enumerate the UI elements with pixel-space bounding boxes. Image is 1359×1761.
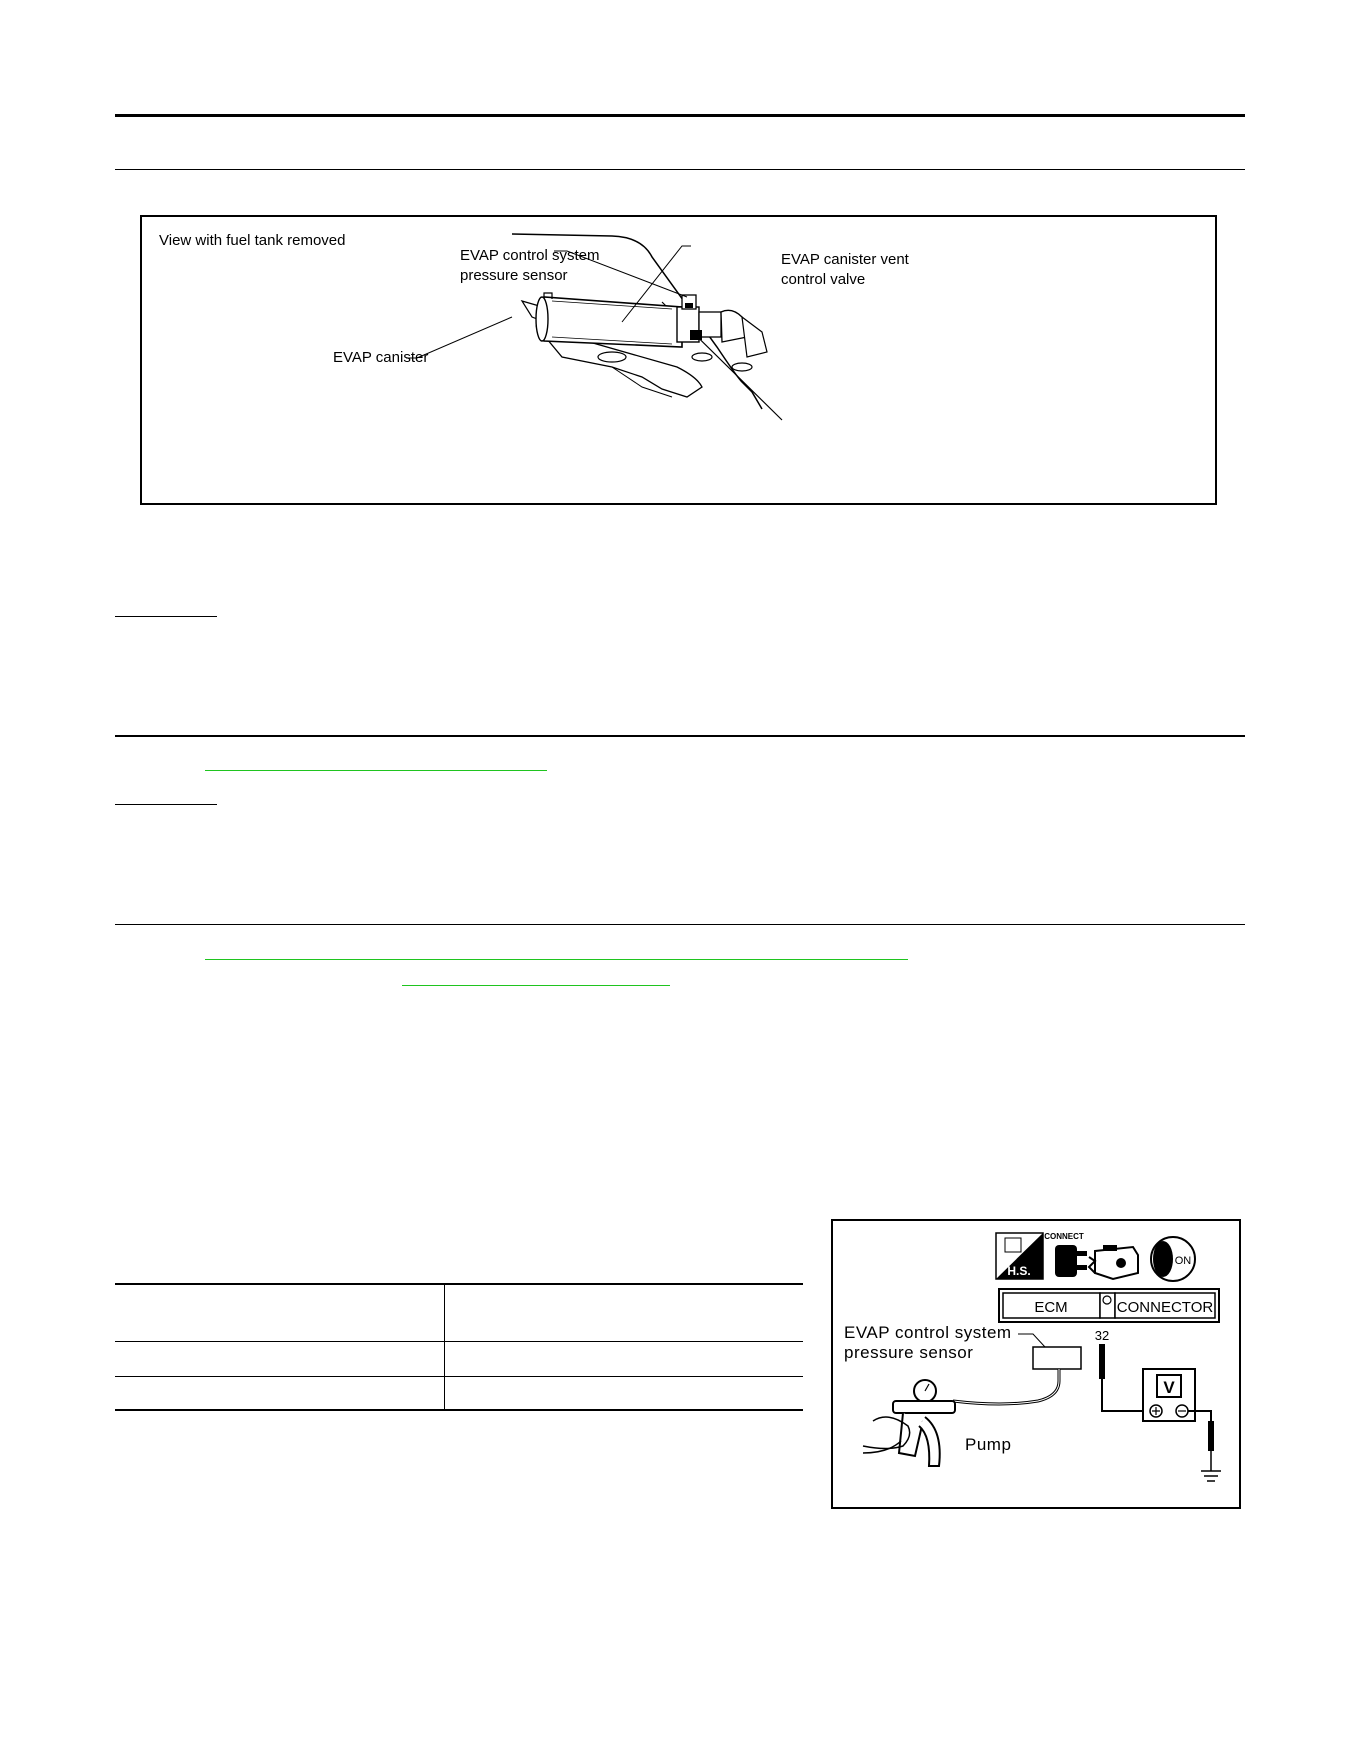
ecm-connector-bar [999, 1289, 1219, 1322]
table-rule-bottom [115, 1409, 803, 1411]
connect-icon [1044, 1232, 1087, 1277]
fig2-sensor-label-line1: EVAP control system [844, 1323, 1012, 1342]
section-underline-2 [115, 804, 217, 805]
view-label: View with fuel tank removed [159, 232, 346, 249]
specification-table [115, 1283, 803, 1411]
ignition-on-text: ON [1174, 1255, 1192, 1267]
canister-label: EVAP canister [333, 349, 429, 366]
cross-reference-link-2[interactable] [205, 959, 908, 960]
voltage-check-illustration [833, 1221, 1239, 1507]
header-rule-bottom [115, 169, 1245, 170]
vacuum-pump-icon [863, 1380, 955, 1466]
ecm-text: ECM [1034, 1299, 1068, 1316]
ignition-on-icon [1151, 1237, 1195, 1281]
voltmeter-symbol-text: V [1163, 1378, 1175, 1397]
cross-reference-link-3[interactable] [402, 985, 670, 986]
hs-icon [996, 1233, 1043, 1279]
terminal-probe [1095, 1328, 1143, 1411]
fig2-sensor-label-line2: pressure sensor [844, 1343, 974, 1362]
cross-reference-link-1[interactable] [205, 770, 547, 771]
vent-valve-label-line1: EVAP canister vent [781, 251, 909, 268]
table-rule-row [115, 1376, 803, 1377]
pump-label: Pump [965, 1435, 1012, 1454]
connect-badge-text: CONNECT [1044, 1232, 1084, 1241]
hs-badge-text: H.S. [1007, 1264, 1031, 1278]
engine-icon [1089, 1245, 1138, 1279]
pressure-sensor-label-line1: EVAP control system [460, 247, 600, 264]
voltage-check-figure [831, 1219, 1241, 1509]
header-rule-top [115, 114, 1245, 117]
pressure-sensor-box [1033, 1347, 1081, 1369]
terminal-number-text: 32 [1094, 1328, 1110, 1343]
table-column-divider [444, 1283, 445, 1411]
pressure-sensor-label-line2: pressure sensor [460, 267, 568, 284]
section-underline-1 [115, 616, 217, 617]
section-rule-1 [115, 735, 1245, 737]
table-rule-top [115, 1283, 803, 1285]
evap-canister-location-figure [140, 215, 1217, 505]
evap-canister-illustration [142, 217, 1215, 503]
section-rule-2 [115, 924, 1245, 925]
table-rule-header [115, 1341, 803, 1342]
vent-valve-label-line2: control valve [781, 271, 866, 288]
connector-text: CONNECTOR [1116, 1299, 1214, 1316]
voltmeter-icon [1143, 1369, 1195, 1421]
